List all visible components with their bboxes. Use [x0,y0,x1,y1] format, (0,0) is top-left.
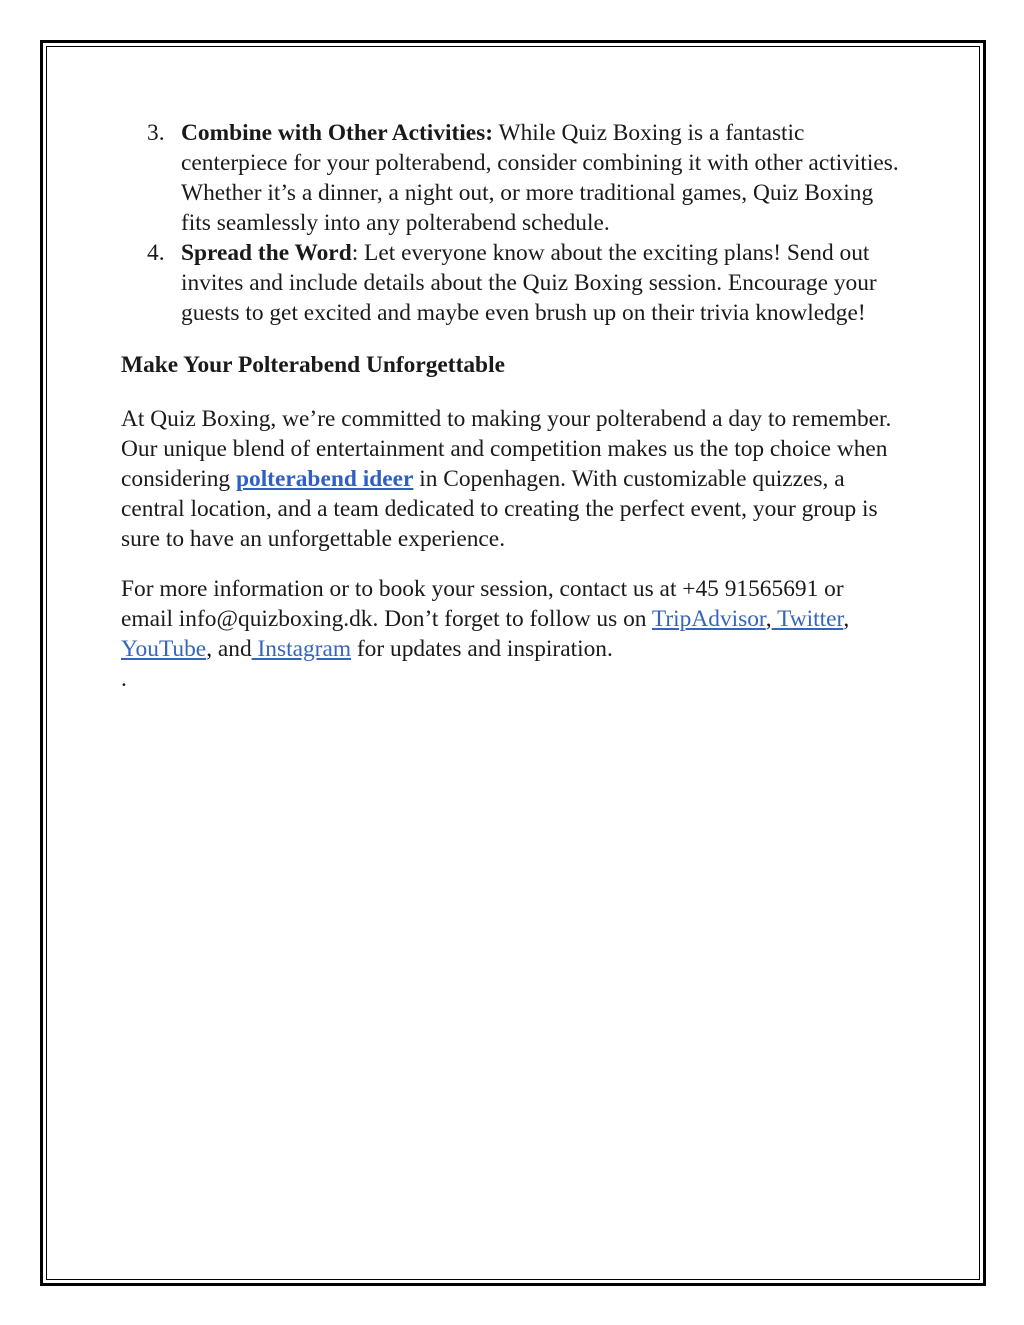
separator: , [843,606,850,632]
separator: , and [206,636,252,662]
list-item-text: While Quiz Boxing is a fantastic centerpiece for your polterabend, consider combining it with other activities. Whether it’s a dinner, a night out, or more traditional games, Quiz Boxing fits seamlessly into any polterabend schedule. [181,120,899,236]
paragraph-text: For more information or to book your session, contact us at +45 91565691 or email info@quizboxing.dk. Don’t forget to follow us on [121,576,844,632]
list-item-title: Spread the Word [181,240,352,266]
separator: , [765,606,772,632]
paragraph-text: At Quiz Boxing, we’re committed to making your polterabend a day to remember. Our unique blend of entertainment and competition makes us the top choice when considering [121,406,892,492]
list-item-number: 4. [147,240,165,266]
paragraph-contact [121,574,901,664]
instagram-link[interactable]: Instagram [251,636,352,662]
paragraph-text: for updates and inspiration. [351,636,613,662]
paragraph-text: in Copenhagen. With customizable quizzes, a central location, and a team dedicated to creating the perfect event, your group is sure to have an unforgettable experience. [121,466,878,552]
document-body [121,118,901,694]
trailing-dot: . [121,666,127,692]
list-item-title: Combine with Other Activities: [181,120,494,146]
tripadvisor-link[interactable]: TripAdvisor [651,606,766,632]
polterabend-ideer-link[interactable]: polterabend ideer [235,466,414,492]
list-item [121,118,901,238]
twitter-link[interactable]: Twitter [771,606,844,632]
list-item [121,238,901,328]
list-item-text: : Let everyone know about the exciting plans! Send out invites and include details about the Quiz Boxing session. Encourage your guests to get excited and maybe even brush up on their trivia knowledge! [181,240,877,326]
list-item-number: 3. [147,120,165,146]
youtube-link[interactable]: YouTube [121,636,207,662]
section-heading: Make Your Polterabend Unforgettable [121,352,505,378]
numbered-list [121,118,901,328]
paragraph-intro [121,404,901,554]
